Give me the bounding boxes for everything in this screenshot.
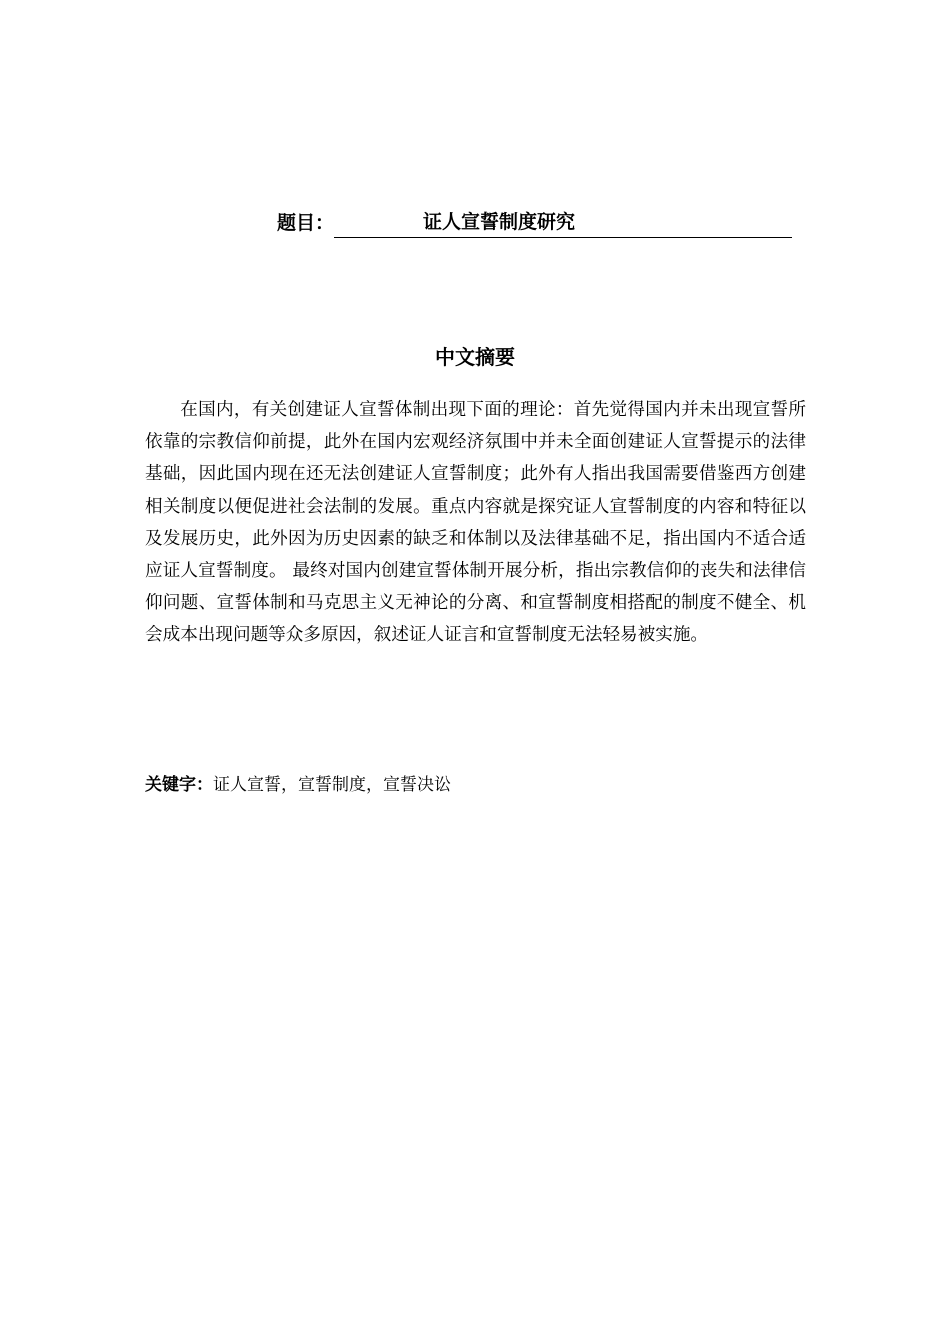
keywords-label: 关键字： <box>145 775 213 795</box>
abstract-heading: 中文摘要 <box>435 345 515 369</box>
keywords-line <box>145 770 451 800</box>
thesis-title: 证人宣誓制度研究 <box>334 207 792 238</box>
title-label: 题目： <box>277 212 335 234</box>
keywords-value: 证人宣誓，宣誓制度，宣誓决讼 <box>213 775 451 795</box>
abstract-body: 在国内，有关创建证人宣誓体制出现下面的理论：首先觉得国内并未出现宣誓所依靠的宗教信仰前提，此外在国内宏观经济氛围中并未全面创建证人宣誓提示的法律基础，因此国内现在还无法创建证人宣誓制度；此外有人指出我国需要借鉴西方创建相关制度以便促进社会法制的发展。重点内容就是探究证人宣誓制度的内容和特征以及发展历史，此外因为历史因素的缺乏和体制以及法律基础不足，指出国内不适合适应证人宣誓制度。 最终对国内创建宣誓体制开展分析，指出宗教信仰的丧失和法律信仰问题、宣誓体制和马克思主义无神论的分离、和宣誓制度相搭配的制度不健全、机会成本出现问题等众多原因，叙述证人证言和宣誓制度无法轻易被实施。 <box>145 400 806 646</box>
title-row <box>277 208 792 238</box>
